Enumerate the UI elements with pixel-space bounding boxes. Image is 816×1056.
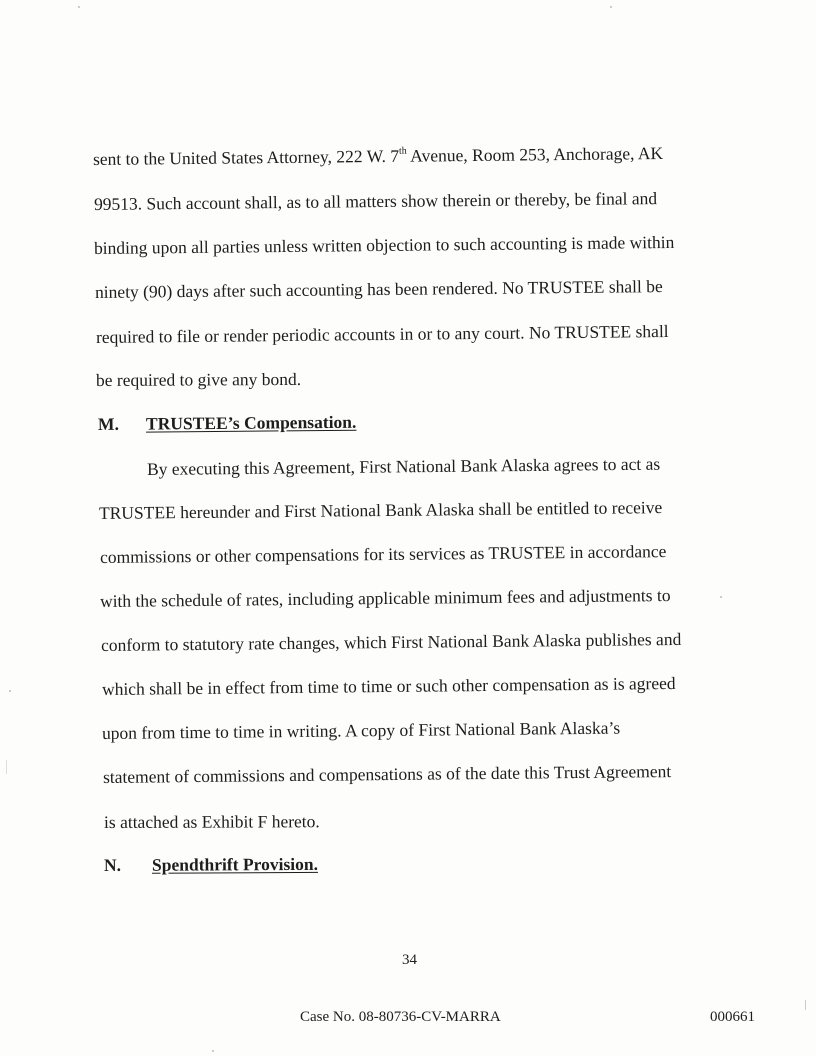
- section-n-letter: N.: [103, 854, 122, 875]
- footer-case-number: Case No. 08-80736-CV-MARRA: [300, 1009, 501, 1025]
- section-m-line-5: conform to statutory rate changes, which First National Bank Alaska publishes and: [100, 628, 682, 655]
- body-line-1: [93, 142, 663, 170]
- scan-mark: [805, 1000, 806, 1010]
- section-m-title: TRUSTEE’s Compensation.: [145, 411, 357, 434]
- section-m-letter: M.: [97, 413, 119, 434]
- section-n-heading: [104, 853, 318, 876]
- body-line-3: binding upon all parties unless written objection to such accounting is made within: [93, 231, 675, 258]
- footer-bates-number: 000661: [710, 1009, 755, 1025]
- section-m-line-6: which shall be in effect from time to time or such other compensation as is agreed: [101, 672, 676, 699]
- scan-speck: [720, 596, 722, 598]
- body-line-2: 99513. Such account shall, as to all matters show therein or thereby, be final and: [93, 188, 658, 214]
- body-line-6: be required to give any bond.: [95, 368, 302, 390]
- section-m-line-3: commissions or other compensations for its services as TRUSTEE in accordance: [99, 541, 667, 567]
- body-line-5: required to file or render periodic accounts in or to any court. No TRUSTEE shall: [95, 321, 669, 347]
- section-m-line-8: statement of commissions and compensations as of the date this Trust Agreement: [102, 761, 672, 787]
- section-m-line-4: with the schedule of rates, including applicable minimum fees and adjustments to: [99, 585, 671, 611]
- section-m-line-1: By executing this Agreement, First National Bank Alaska agrees to act as: [146, 453, 661, 479]
- body-line-1-text: sent to the United States Attorney, 222 W. 7: [92, 145, 400, 169]
- scan-speck: [78, 6, 80, 8]
- page-number: 34: [402, 952, 417, 968]
- section-n-title: Spendthrift Provision.: [151, 853, 319, 875]
- section-m-line-7: upon from time to time in writing. A copy of First National Bank Alaska’s: [101, 717, 621, 743]
- scan-mark: [6, 760, 7, 774]
- section-m-line-9: is attached as Exhibit F hereto.: [103, 811, 320, 832]
- scan-speck: [610, 6, 612, 8]
- body-line-1-text-end: Avenue, Room 253, Anchorage, AK: [406, 143, 664, 166]
- section-m-heading: [98, 411, 357, 435]
- scan-speck: [9, 690, 11, 692]
- ordinal-superscript: th: [398, 145, 407, 157]
- scan-speck: [212, 1050, 214, 1052]
- section-m-line-2: TRUSTEE hereunder and First National Bank Alaska shall be entitled to receive: [98, 497, 663, 523]
- body-line-4: ninety (90) days after such accounting has been rendered. No TRUSTEE shall be: [94, 276, 663, 302]
